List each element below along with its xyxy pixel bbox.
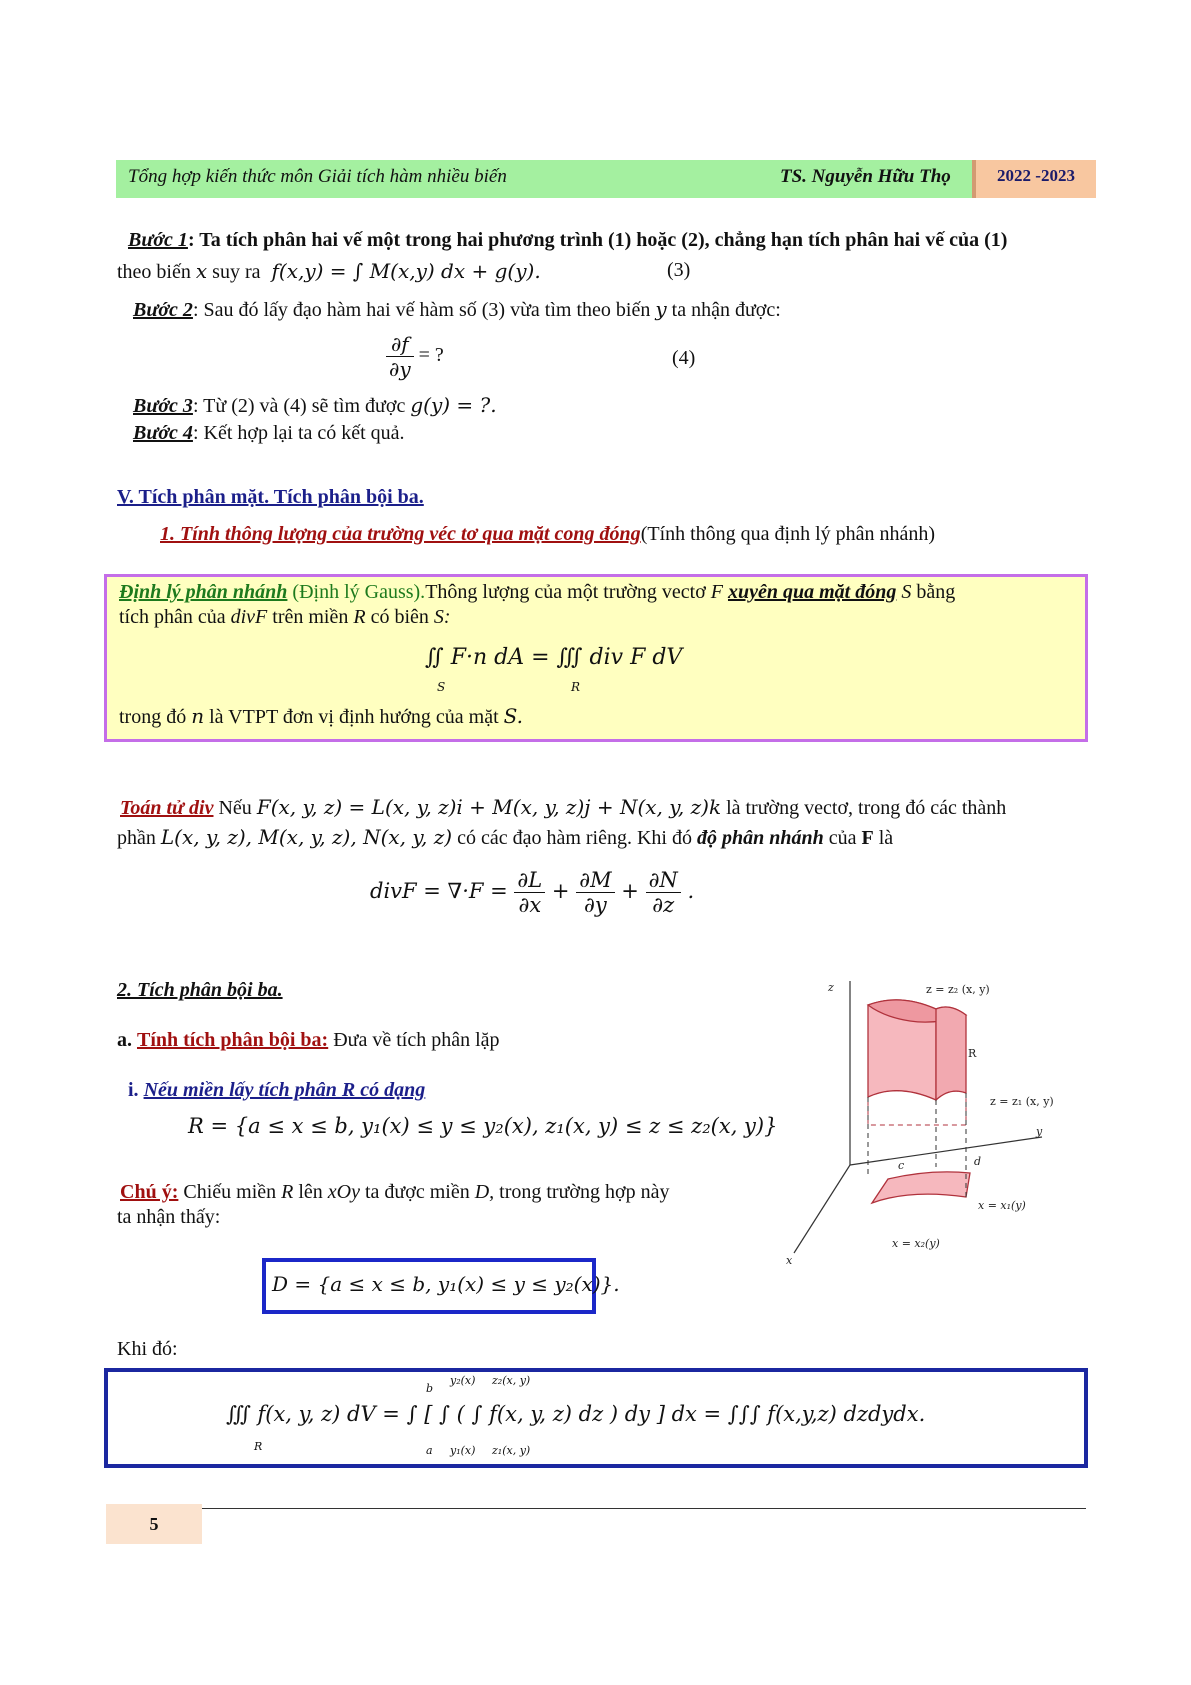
step1-formula: f(x,y) = ∫ M(x,y) dx + g(y). — [271, 259, 541, 283]
theorem-paren: (Định lý Gauss). — [287, 581, 426, 603]
fig-c-label: c — [898, 1159, 905, 1172]
note-text1d: trong trường hợp này — [494, 1181, 670, 1203]
x-axis — [794, 1165, 850, 1253]
parta-title: Tính tích phân bội ba: — [137, 1029, 329, 1051]
theorem-S: S — [901, 581, 912, 603]
step2-var: y — [655, 297, 667, 321]
step1-line2: theo biến x suy ra f(x,y) = ∫ M(x,y) dx + g(y). (3) — [117, 259, 691, 283]
footer-line — [202, 1508, 1086, 1509]
div-text1b: là trường vectơ, trong đó các thành — [721, 797, 1007, 819]
theorem-S3: S. — [503, 704, 524, 728]
theorem-text3b: là VTPT đơn vị định hướng của mặt — [204, 706, 499, 728]
final-sub-R: R — [254, 1440, 263, 1453]
theorem-text2c: có biên — [365, 606, 429, 628]
step2-line — [133, 297, 1093, 322]
sub1-line — [160, 523, 1090, 546]
domain-D-box — [262, 1258, 620, 1314]
theorem-text2: tích phân của — [119, 606, 226, 628]
fig-y-label: y — [1036, 1125, 1043, 1138]
theorem-divF: divF — [230, 606, 268, 628]
theorem-name: Định lý phân nhánh — [119, 581, 288, 603]
step2-text: : Sau đó lấy đạo hàm hai vế hàm số (3) vừa tìm theo biến — [192, 299, 651, 321]
parti-title: Nếu miền lấy tích phân R có dạng — [143, 1079, 426, 1101]
step2-label: Bước 2 — [133, 299, 193, 321]
fig-z-label: z — [828, 981, 834, 994]
theorem-sub-S: S — [437, 680, 446, 694]
fig-R-label: R — [968, 1047, 977, 1060]
theorem-line2 — [119, 606, 1079, 629]
fig-x2-label: x = x₂(y) — [892, 1237, 940, 1250]
theorem-through: xuyên qua mặt đóng — [727, 581, 897, 603]
step2-fraction — [386, 332, 414, 381]
header-author: TS. Nguyễn Hữu Thọ — [780, 166, 951, 187]
step2-frac-den: ∂y — [389, 357, 411, 381]
parti-label: i. — [128, 1079, 139, 1101]
div-eq-lhs: divF = ∇·F = — [370, 879, 508, 903]
step1-text2a: theo biến — [117, 261, 191, 283]
step2-rhs: = ? — [418, 344, 444, 367]
note-text1c: ta được miền — [359, 1181, 470, 1203]
step3-label: Bước 3 — [133, 395, 193, 417]
note-label: Chú ý: — [120, 1181, 179, 1203]
step4-label: Bước 4 — [133, 422, 193, 444]
final-lim-b: b — [426, 1382, 434, 1395]
fig-d-label: d — [974, 1155, 982, 1168]
final-lim-a: a — [426, 1444, 433, 1457]
note-text1a: Chiếu miền — [178, 1181, 277, 1203]
y-axis — [850, 1137, 1042, 1165]
step1-eqnum: (3) — [667, 259, 691, 281]
step3-text: : Từ (2) và (4) sẽ tìm được — [192, 395, 406, 417]
div-bold-F: F — [861, 827, 874, 849]
final-lim-z2: z₂(x, y) — [492, 1374, 531, 1387]
surface-side — [936, 1007, 966, 1100]
div-f1n: ∂L — [514, 868, 545, 893]
page-number: 5 — [106, 1504, 202, 1544]
div-dot: . — [687, 879, 695, 903]
note-line1 — [120, 1181, 760, 1204]
step2-text-end: ta nhận được: — [666, 299, 781, 321]
region-D — [872, 1172, 970, 1203]
div-text2b: có các đạo hàm riêng. Khi đó — [452, 827, 692, 849]
fig-mid-surface-label: z = z₁ (x, y) — [990, 1095, 1054, 1108]
theorem-text1: Thông lượng của một trường vectơ — [425, 581, 706, 603]
khi-do: Khi đó: — [117, 1338, 178, 1360]
domain-D-formula: D = {a ≤ x ≤ b, y₁(x) ≤ y ≤ y₂(x)}. — [272, 1272, 620, 1296]
div-line2 — [117, 825, 1087, 850]
fig-top-surface-label: z = z₂ (x, y) — [926, 983, 990, 996]
step2-eqnum: (4) — [672, 347, 696, 369]
parti-formula: R = {a ≤ x ≤ b, y₁(x) ≤ y ≤ y₂(x), z₁(x, y) ≤ z ≤ z₂(x, y)} — [188, 1114, 778, 1138]
div-divname: độ phân nhánh — [696, 827, 824, 849]
final-lim-y2: y₂(x) — [450, 1374, 476, 1387]
div-frac2 — [576, 868, 614, 917]
final-lim-z1: z₁(x, y) — [492, 1444, 531, 1457]
div-formula1: F(x, y, z) = L(x, y, z)i + M(x, y, z)j + N(x, y, z)k — [256, 795, 722, 819]
div-f3n: ∂N — [646, 868, 681, 893]
div-f2n: ∂M — [576, 868, 614, 893]
note-D: D, — [474, 1181, 495, 1203]
step4-line — [133, 422, 1033, 445]
theorem-line1 — [119, 581, 1079, 604]
fig-x-label: x — [786, 1254, 793, 1267]
step2-frac-num: ∂f — [386, 332, 414, 357]
div-f3d: ∂z — [652, 893, 675, 917]
final-formula: ∭ f(x, y, z) dV = ∫ [ ∫ ( ∫ f(x, y, z) dz ) dy ] dx = ∫∫∫ f(x,y,z) dzdydx. — [226, 1402, 926, 1426]
div-text2c: của — [823, 827, 857, 849]
theorem-F: F — [710, 581, 723, 603]
final-lim-y1: y₁(x) — [450, 1444, 476, 1457]
note-text2: ta nhận thấy: — [117, 1206, 221, 1228]
projection-lines — [868, 1091, 966, 1125]
parta-text: Đưa về tích phân lặp — [328, 1029, 500, 1051]
note-text1b: lên — [293, 1181, 323, 1203]
div-frac3 — [646, 868, 681, 917]
div-text2a: phần — [117, 827, 156, 849]
theorem-sub-R: R — [571, 680, 581, 694]
step1-line1 — [128, 229, 1088, 252]
step1-text: : Ta tích phân hai vế một trong hai phương trình (1) hoặc (2), chẳng hạn tích phân hai vế của (1) — [187, 229, 1008, 251]
div-equation — [370, 868, 694, 917]
parta-line — [117, 1029, 500, 1052]
div-f1d: ∂x — [518, 893, 542, 917]
div-f2d: ∂y — [584, 893, 607, 917]
note-R: R — [281, 1181, 294, 1203]
theorem-S2: S: — [433, 606, 451, 628]
div-text1a: Nếu — [213, 797, 252, 819]
sub1-note: (Tính thông qua định lý phân nhánh) — [640, 523, 936, 545]
theorem-box — [104, 574, 1088, 742]
step4-text: : Kết hợp lại ta có kết quả. — [192, 422, 405, 444]
page-header — [116, 160, 1096, 198]
theorem-text1b: bằng — [911, 581, 956, 603]
sub1-title: 1. Tính thông lượng của trường véc tơ qua mặt cong đóng — [160, 523, 641, 545]
theorem-text2b: trên miền — [267, 606, 349, 628]
step1-text2b: suy ra — [207, 261, 261, 283]
div-frac1 — [514, 868, 545, 917]
theorem-text3: trong đó — [119, 706, 187, 728]
note-xOy: xOy — [327, 1181, 360, 1203]
theorem-formula: ∬ F·n dA = ∭ div F dV — [425, 645, 683, 670]
triple-integral-region-figure — [780, 975, 1080, 1270]
sub2-title: 2. Tích phân bội ba. — [117, 979, 283, 1001]
div-plus1: + — [551, 879, 570, 903]
theorem-R: R — [353, 606, 366, 628]
step1-label: Bước 1 — [128, 229, 188, 251]
div-text2d: là — [873, 827, 894, 849]
section5-title: V. Tích phân mặt. Tích phân bội ba. — [117, 486, 424, 508]
header-course: Tổng hợp kiến thức môn Giải tích hàm nhiều biến — [128, 166, 507, 187]
theorem-n: n — [191, 704, 205, 728]
step2-equation — [386, 332, 444, 381]
theorem-line3 — [119, 704, 1079, 729]
step3-line — [133, 393, 1033, 418]
parti-line — [128, 1079, 425, 1102]
div-line1 — [120, 795, 1090, 820]
final-formula-box — [104, 1368, 1088, 1468]
fig-x1-label: x = x₁(y) — [978, 1199, 1026, 1212]
parta-label: a. — [117, 1029, 132, 1051]
div-plus2: + — [621, 879, 639, 903]
div-formula2: L(x, y, z), M(x, y, z), N(x, y, z) — [160, 825, 453, 849]
step3-formula: g(y) = ?. — [410, 393, 497, 417]
header-year: 2022 -2023 — [972, 160, 1096, 198]
div-label: Toán tử div — [120, 797, 214, 819]
